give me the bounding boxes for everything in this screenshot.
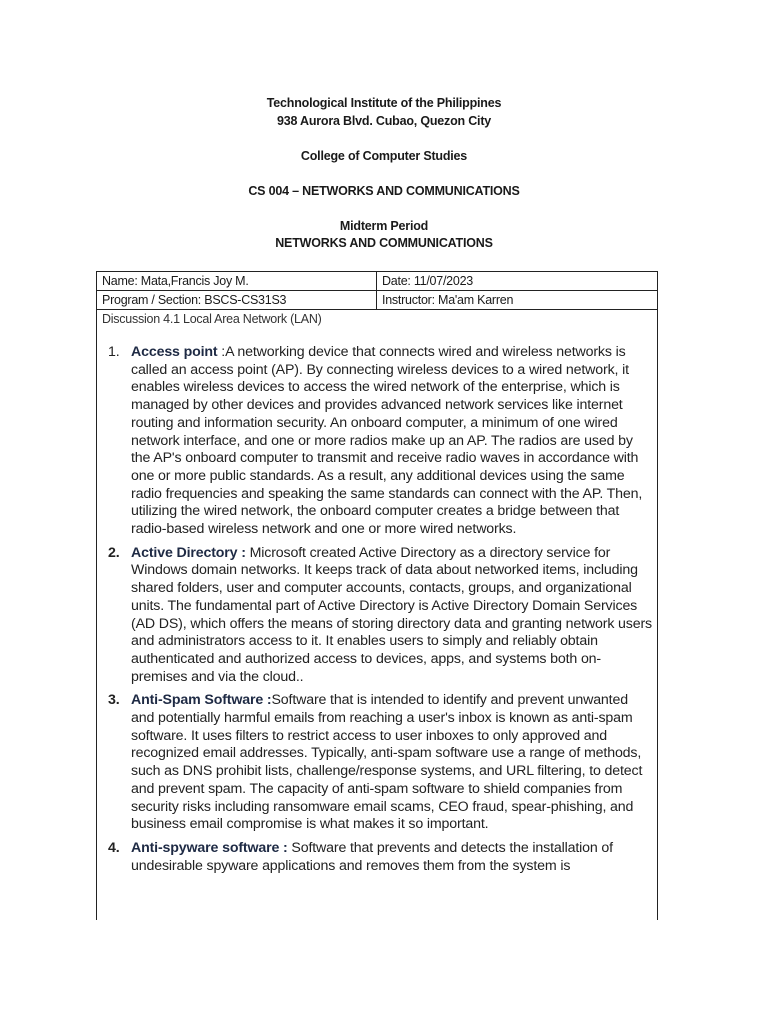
item-text: Microsoft created Active Directory as a directory service for Windows domain networks. It keeps track of data about networked items, including shared folders, user and computer accounts, contacts, groups, and organizational units. The fundamental part of Active Directory is Active Directory Domain Services (AD DS), which offers the means of storing directory data and granting network users and administrators access to it. It enables users to simply and reliably obtain authenticated and authorized access to devices, apps, and systems both on-premises and via the cloud.. xyxy=(131,544,652,685)
discussion-title: Discussion 4.1 Local Area Network (LAN) xyxy=(102,312,322,326)
list-item xyxy=(104,545,654,687)
submission-date: Date: 11/07/2023 xyxy=(382,274,473,288)
document-header xyxy=(0,95,768,253)
institute-address: 938 Aurora Blvd. Cubao, Quezon City xyxy=(276,113,492,128)
page-bottom-margin xyxy=(96,920,658,1024)
period-label: Midterm Period xyxy=(339,218,429,233)
item-text: Software that prevents and detects the installation of undesirable spyware applications and removes them from the system is xyxy=(131,839,613,874)
item-term: Anti-Spam Software : xyxy=(131,692,272,709)
item-term: Anti-spyware software : xyxy=(131,839,292,856)
item-number: 1. xyxy=(108,344,120,360)
info-row-program-instructor xyxy=(97,291,657,310)
course-title: CS 004 – NETWORKS AND COMMUNICATIONS xyxy=(248,183,520,198)
item-text: Software that is intended to identify and prevent unwanted and potentially harmful emails from reaching a user's inbox is known as anti-spam software. It uses filters to restrict access to user inboxes to only approved and recognized email addresses. Typically, anti-spam software use a range of methods, such as DNS prohibit lists, challenge/response systems, and URL filtering, to detect and prevent spam. The capacity of anti-spam software to shield companies from security risks including ransomware email scams, CEO fraud, spear-phishing, and business email compromise is what makes it so important. xyxy=(131,692,643,833)
list-item xyxy=(104,344,654,539)
college-name: College of Computer Studies xyxy=(300,148,468,163)
institute-name: Technological Institute of the Philippines xyxy=(266,96,502,110)
list-item xyxy=(104,840,654,875)
item-number: 3. xyxy=(108,692,120,709)
item-number: 2. xyxy=(108,544,120,561)
student-name: Name: Mata,Francis Joy M. xyxy=(97,272,377,290)
definitions-list xyxy=(104,344,654,881)
item-term: Access point xyxy=(131,344,222,360)
program-section: Program / Section: BSCS-CS31S3 xyxy=(97,291,377,309)
subject-title: NETWORKS AND COMMUNICATIONS xyxy=(275,236,493,250)
instructor-name: Instructor: Ma'am Karren xyxy=(382,293,514,307)
item-text: :A networking device that connects wired and wireless networks is called an access point (AP). By connecting wireless devices to a wired network, it enables wireless devices to access the wired network of the enterprise, which is managed by other devices and provides advanced network services like internet routing and information security. An onboard computer, a minimum of one wired network interface, and one or more radios make up an AP. The radios are used by the AP's onboard computer to transmit and receive radio waves in accordance with one or more public standards. As a result, any additional devices using the same radio frequencies and speaking the same standards can connect with the AP. Then, utilizing the wired network, the onboard computer creates a bridge between that radio-based wireless network and one or more wired networks. xyxy=(131,344,643,538)
item-term: Active Directory : xyxy=(131,544,250,561)
info-row-name-date xyxy=(97,272,657,291)
list-item xyxy=(104,692,654,834)
item-number: 4. xyxy=(108,839,120,856)
